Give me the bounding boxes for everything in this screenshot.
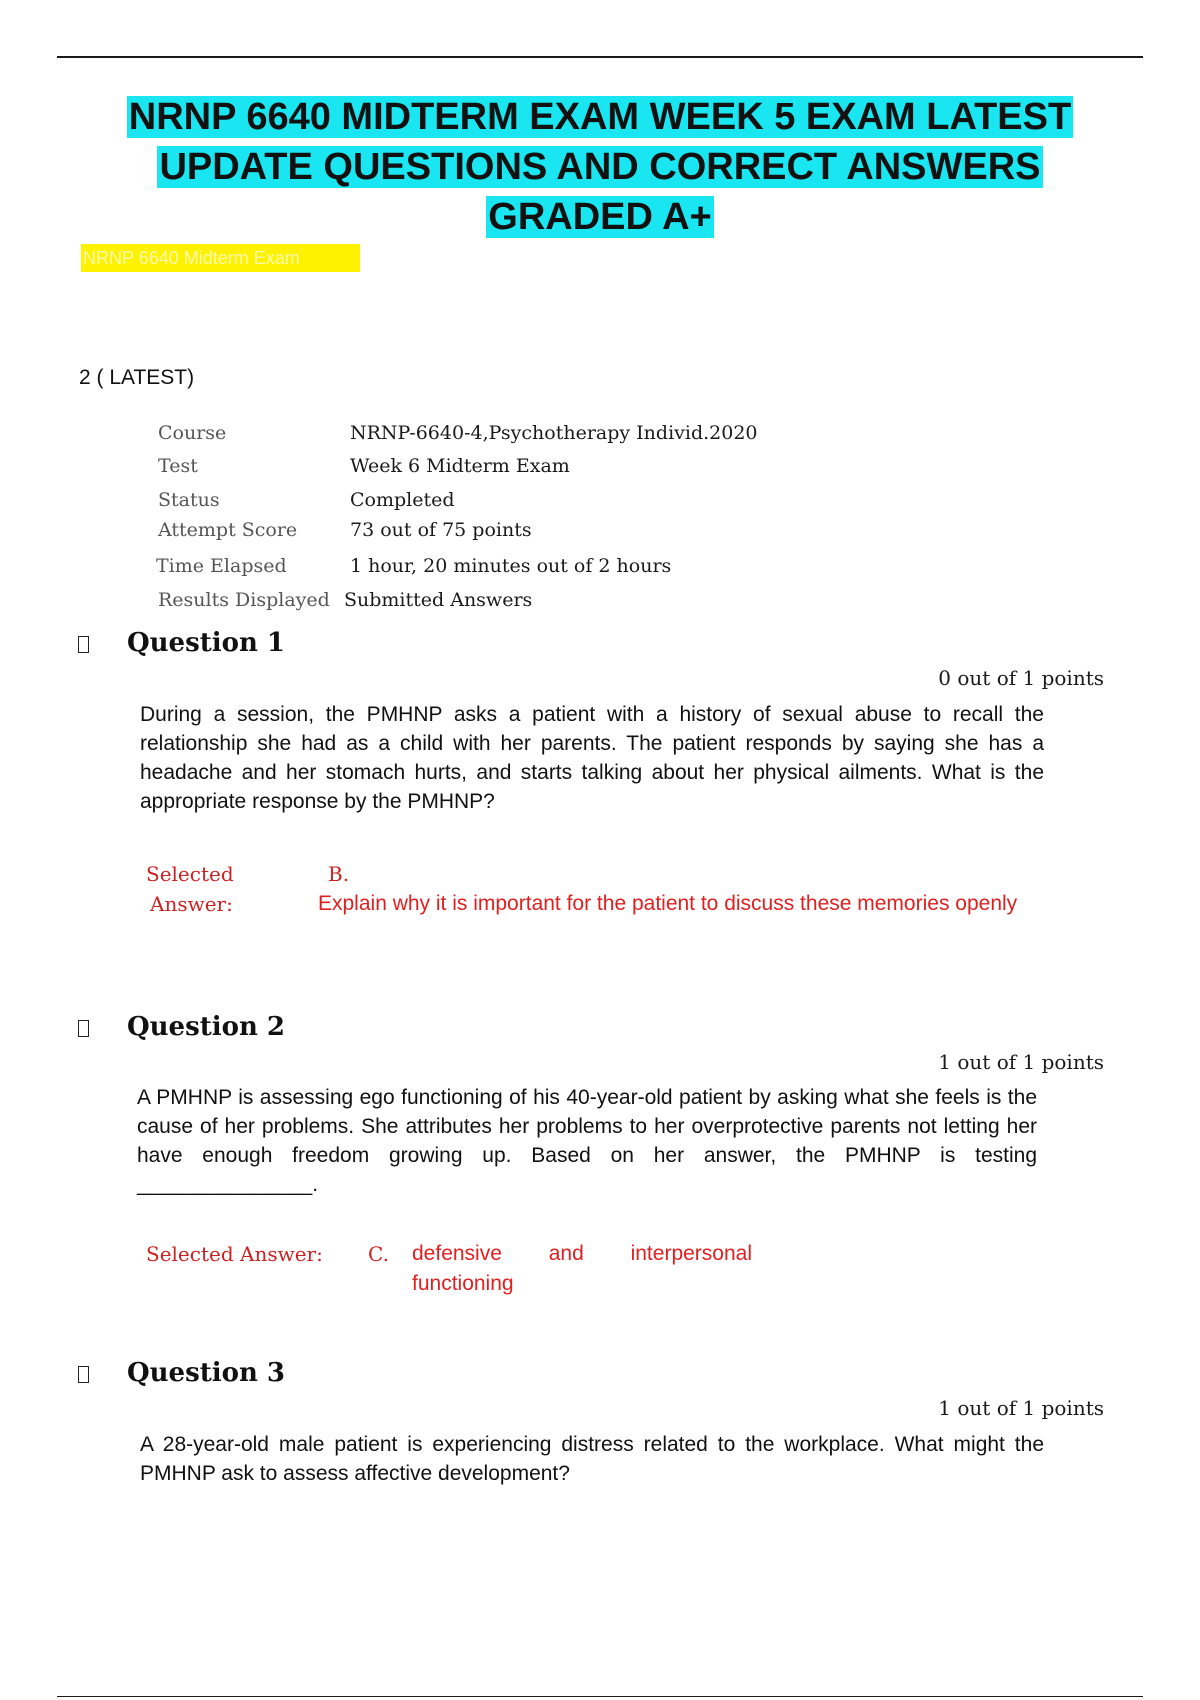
top-rule bbox=[57, 56, 1143, 58]
question-2-heading bbox=[78, 1012, 285, 1042]
question-2-selected-answer bbox=[412, 1239, 752, 1299]
question-3-text: A 28-year-old male patient is experiencing distress related to the workplace. What might the PMHNP ask to assess affective development? bbox=[140, 1433, 1044, 1485]
question-title: Question 2 bbox=[127, 1012, 286, 1042]
checkbox-icon bbox=[78, 1366, 89, 1383]
question-1-points: 0 out of 1 points bbox=[938, 666, 1104, 690]
question-2-points: 1 out of 1 points bbox=[938, 1050, 1104, 1074]
info-label: Attempt Score bbox=[158, 519, 298, 541]
info-value: Week 6 Midterm Exam bbox=[350, 455, 570, 477]
selected-answer-label: Selected Answer: bbox=[146, 1242, 323, 1266]
selected-label: Selected bbox=[146, 862, 234, 886]
checkbox-icon bbox=[78, 636, 89, 653]
answer-letter: C. bbox=[368, 1242, 389, 1266]
info-label: Status bbox=[158, 489, 220, 511]
title-line-3: GRADED A+ bbox=[488, 196, 712, 238]
title-line-2: UPDATE QUESTIONS AND CORRECT ANSWERS bbox=[159, 146, 1041, 188]
info-label: Results Displayed bbox=[158, 589, 330, 611]
question-1-text: During a session, the PMHNP asks a patient with a history of sexual abuse to recall the relationship she had as a child with her parents. The patient responds by saying she has a headache and her stomach hurts, and starts talking about her physical ailments. What is the appropriate response by the PMHNP? bbox=[140, 703, 1044, 813]
document-title bbox=[60, 92, 1140, 242]
question-3-heading bbox=[78, 1358, 285, 1388]
bottom-rule bbox=[57, 1696, 1143, 1697]
info-label: Course bbox=[158, 422, 227, 444]
info-label: Time Elapsed bbox=[156, 555, 287, 577]
answer-label: Answer: bbox=[150, 892, 233, 916]
answer-text: defensive and interpersonal functioning bbox=[412, 1242, 752, 1295]
question-3-points: 1 out of 1 points bbox=[938, 1396, 1104, 1420]
question-1-selected-answer bbox=[318, 889, 1058, 919]
info-value: NRNP-6640-4,Psychotherapy Individ.2020 bbox=[350, 422, 758, 444]
title-line-1: NRNP 6640 MIDTERM EXAM WEEK 5 EXAM LATEST bbox=[128, 96, 1072, 138]
question-text: A PMHNP is assessing ego functioning of his 40-year-old patient by asking what she feels is the cause of her problems. She attributes her problems to her overprotective parents not letting her have enough freedom growing up. Based on her answer, the PMHNP is testing bbox=[137, 1086, 1037, 1167]
answer-blank: _______________. bbox=[137, 1173, 319, 1196]
info-value: 73 out of 75 points bbox=[350, 519, 532, 541]
info-value: Completed bbox=[350, 489, 455, 511]
info-label: Test bbox=[158, 455, 198, 477]
subtitle-highlight: NRNP 6640 Midterm Exam bbox=[81, 244, 360, 272]
answer-letter: B. bbox=[328, 862, 350, 886]
question-title: Question 3 bbox=[127, 1358, 286, 1388]
info-value: Submitted Answers bbox=[344, 589, 533, 611]
question-title: Question 1 bbox=[127, 628, 286, 658]
question-2-text bbox=[137, 1083, 1037, 1199]
info-value: 1 hour, 20 minutes out of 2 hours bbox=[350, 555, 672, 577]
question-1-heading bbox=[78, 628, 285, 658]
latest-label: 2 ( LATEST) bbox=[79, 366, 195, 389]
answer-text: Explain why it is important for the patient to discuss these memories openly bbox=[318, 892, 1018, 915]
checkbox-icon bbox=[78, 1020, 89, 1037]
